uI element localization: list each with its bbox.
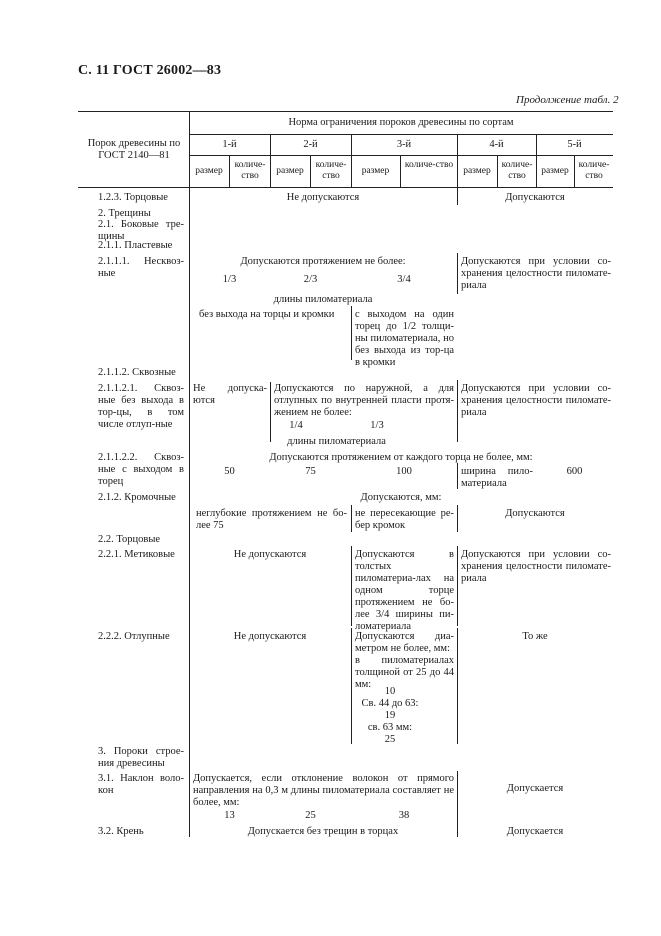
grade-3-header: 3-й: [396, 139, 412, 150]
grade-2-header: 2-й: [303, 139, 318, 150]
cell-text: Допускаются: [505, 508, 565, 519]
row-label: 2.2.2. Отлупные: [98, 631, 170, 642]
size-subheader: размер: [541, 166, 569, 176]
row-label: 3. Пороки строе-ния древесины: [98, 746, 184, 769]
body-divider: [351, 306, 352, 360]
body-divider: [457, 546, 458, 626]
norm-header: Норма ограничения пороков древесины по сортам: [288, 117, 514, 128]
cell-text: длины пиломатериала: [287, 436, 386, 447]
cell-text: Допускаются при условии со-хранения целостности пиломате-риала: [461, 383, 611, 418]
cell-text: Допускается: [506, 826, 564, 837]
body-divider: [457, 253, 458, 294]
cell-value: 1/4: [289, 420, 303, 431]
qty-subheader: количе-ство: [501, 160, 533, 181]
cell-text: Допускаются при условии со-хранения целостности пиломате-риала: [461, 256, 611, 291]
qty-subheader: количе-ство: [234, 160, 266, 181]
cell-text: св. 63 мм:: [367, 722, 413, 733]
qty-subheader: количе-ство: [315, 160, 347, 181]
body-divider: [270, 382, 271, 442]
cell-text: Допускается, если отклонение волокон от прямого направления на 0,3 м длины пиломатериала составляет не более, мм:: [193, 773, 454, 808]
grade-4-header: 4-й: [489, 139, 504, 150]
row-label: 2.1.1.2.1. Сквоз-ные без выхода в тор-цы, в том числе отлуп-ные: [98, 383, 184, 430]
cell-text: Св. 44 до 63:: [361, 698, 419, 709]
cell-value: 19: [384, 710, 396, 721]
cell-text: Допускается: [506, 783, 564, 794]
cell-text: неглубокие протяжением не бо-лее 75: [196, 508, 347, 531]
table-top-rule: [78, 111, 613, 112]
continuation-label: Продолжение табл. 2: [516, 94, 619, 106]
cell-text: Допускаются протяжением не более:: [240, 256, 406, 267]
body-divider: [457, 463, 458, 489]
row-label: 1.2.3. Торцовые: [98, 192, 168, 203]
cell-value: 2/3: [303, 274, 318, 285]
cell-value: 13: [224, 810, 235, 821]
cell-value: 1/3: [370, 420, 384, 431]
row-label: 3.2. Крень: [98, 826, 144, 837]
cell-value: 25: [305, 810, 316, 821]
defect-column-header: Порок древесины по ГОСТ 2140—81: [87, 138, 181, 161]
row-label: 2.1.1.2. Сквозные: [98, 367, 176, 378]
cell-text: Допускаются протяжением от каждого торца не более, мм:: [269, 452, 533, 463]
grade-5-header: 5-й: [567, 139, 582, 150]
cell-value: 50: [224, 466, 235, 477]
cell-value: 38: [398, 810, 410, 821]
row-label: 3.1. Наклон воло-кон: [98, 773, 184, 796]
size-subheader: размер: [463, 166, 491, 176]
cell-text: Не допускаются: [233, 631, 307, 642]
cell-text: Допускаются: [505, 192, 565, 203]
body-divider: [351, 505, 352, 532]
cell-text: То же: [522, 631, 548, 642]
cell-value: 100: [396, 466, 412, 477]
cell-text: без выхода на торцы и кромки: [199, 309, 335, 320]
grade-header-rule: [189, 155, 613, 156]
cell-text: в пиломатериалах толщиной от 25 до 44 мм:: [355, 655, 454, 690]
row-label: 2.1.1.2.2. Сквоз-ные с выходом в торец: [98, 452, 184, 487]
row-label: 2.1. Боковые тре-щины: [98, 219, 184, 242]
cell-value: 600: [566, 466, 583, 477]
row-label: 2.2. Торцовые: [98, 534, 161, 545]
cell-text: с выходом на один торец до 1/2 толщи-ны пиломатериала, но без выхода из тор-ца в кромки: [355, 309, 454, 368]
cell-text: Допускаются, мм:: [360, 492, 442, 503]
cell-value: 10: [384, 686, 396, 697]
cell-text: Не допускаются: [233, 549, 307, 560]
cell-text: Допускаются диа-метром не более, мм:: [355, 631, 454, 654]
cell-value: 3/4: [397, 274, 411, 285]
body-divider: [457, 380, 458, 442]
size-subheader: размер: [195, 166, 223, 176]
qty-subheader: количе-ство: [404, 160, 454, 170]
size-subheader: размер: [276, 166, 304, 176]
cell-text: Допускаются по наружной, а для отлупных по внутренней пласти протя-жением не более:: [274, 383, 454, 418]
grade-1-header: 1-й: [222, 139, 237, 150]
row-label: 2.1.1. Пластевые: [98, 240, 173, 251]
body-divider: [457, 628, 458, 744]
cell-text: длины пиломатериала: [273, 294, 373, 305]
cell-text: ширина пило-материала: [461, 466, 533, 489]
header-bottom-rule: [78, 187, 613, 188]
cell-value: 25: [384, 734, 396, 745]
cell-text: не пересекающие ре-бер кромок: [355, 508, 454, 531]
row-label: 2.1.2. Кромочные: [98, 492, 176, 503]
row-label: 2. Трещины: [98, 208, 151, 219]
cell-value: 75: [305, 466, 316, 477]
body-divider: [351, 546, 352, 626]
body-divider: [351, 628, 352, 744]
row-label: 2.1.1.1. Несквоз-ные: [98, 256, 184, 279]
cell-text: Не допускаются: [286, 192, 360, 203]
size-subheader: размер: [361, 166, 390, 176]
cell-text: Допускаются при условии со-хранения целостности пиломате-риала: [461, 549, 611, 584]
cell-text: Допускается без трещин в торцах: [247, 826, 399, 837]
cell-text: Допускаются в толстых пиломатериа-лах на одном торце протяжением не бо-лее 3/4 ширины пи-ломатериала: [355, 549, 454, 632]
norm-header-rule: [189, 134, 613, 135]
cell-text: Не допуска-ются: [193, 383, 267, 406]
qty-subheader: количе-ство: [578, 160, 610, 181]
row-label: 2.2.1. Метиковые: [98, 549, 175, 560]
cell-value: 1/3: [222, 274, 237, 285]
page-header: С. 11 ГОСТ 26002—83: [78, 63, 222, 78]
